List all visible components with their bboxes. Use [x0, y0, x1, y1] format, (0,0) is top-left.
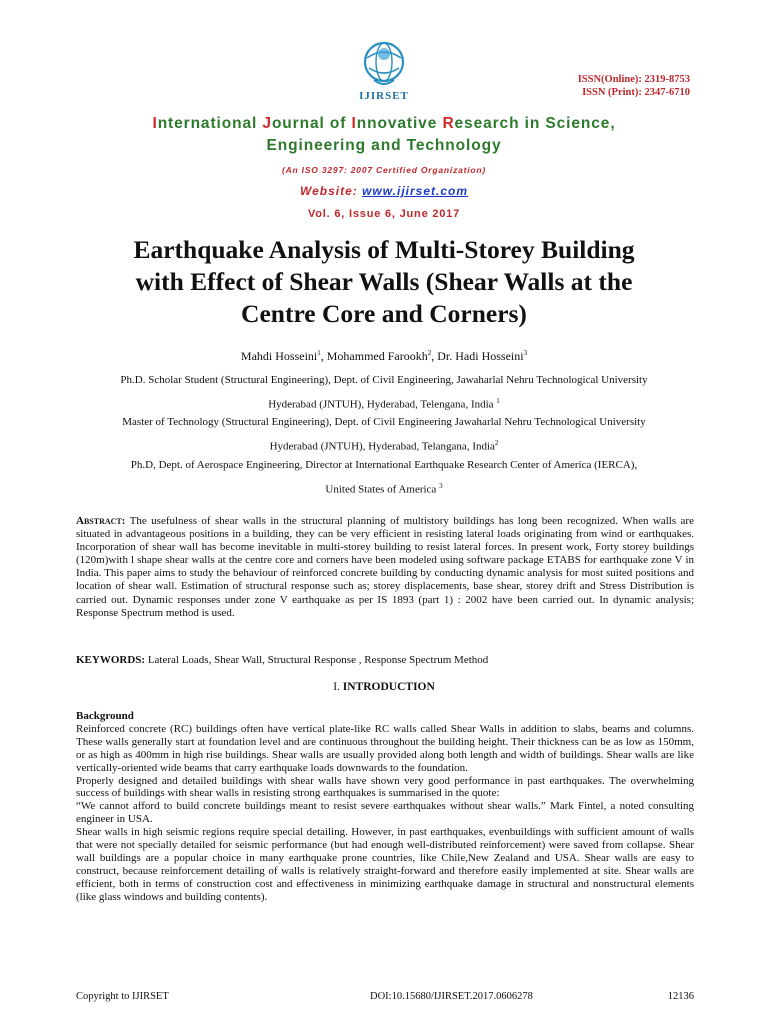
issn-online: ISSN(Online): 2319-8753 — [577, 74, 690, 85]
author-sup: 2 — [427, 349, 432, 357]
abstract — [76, 515, 694, 620]
journal-word-rest: ournal of — [271, 115, 352, 132]
title-line: Earthquake Analysis of Multi-Storey Building — [133, 235, 635, 264]
introduction-body — [76, 710, 694, 904]
author-sup: 1 — [317, 349, 321, 357]
footer-page-number: 12136 — [667, 991, 694, 1002]
author-name: Mahdi Hosseini — [240, 349, 318, 363]
affiliation-2 — [60, 412, 708, 458]
author-name: Mohammed Farookh — [326, 349, 428, 363]
website-link[interactable]: www.ijirset.com — [362, 184, 469, 198]
keywords-text: Lateral Loads, Shear Wall, Structural Response , Response Spectrum Method — [145, 654, 489, 666]
journal-capital-letter: R — [442, 115, 455, 132]
section-heading — [0, 681, 768, 693]
website-label: Website: — [299, 184, 363, 198]
affiliation-line: Hyderabad (JNTUH), Hyderabad, Telengana, India $^1$ — [268, 397, 500, 411]
journal-word-rest: nnovative — [356, 115, 443, 132]
author-name: Dr. Hadi Hosseini — [437, 349, 524, 363]
affiliation-line: Master of Technology (Structural Engineering), Dept. of Civil Engineering Jawaharlal Nehru Technological University — [122, 416, 646, 428]
affiliation-3 — [60, 455, 708, 501]
section-number: I. — [333, 681, 343, 693]
journal-capital-letter: I — [152, 115, 158, 132]
paper-title — [40, 234, 728, 330]
paragraph: Reinforced concrete (RC) buildings often have vertical plate-like RC walls called Shear Walls in addition to slabs, beams and columns. These walls generally start at foundation level and are continuous throughout the building height. Their thickness can be as low as 150mm, or as high as 400mm in high rise buildings. Shear walls are usually provided along both length and width of buildings. Shear walls are like vertically-oriented wide beams that carry earthquake loads downwards to the foundation. — [76, 722, 694, 774]
journal-capital-letter: J — [262, 115, 272, 132]
affiliation-line: Ph.D. Scholar Student (Structural Engineering), Dept. of Civil Engineering, Jawaharlal Nehru Technological University — [120, 374, 648, 386]
iso-certification: (An ISO 3297: 2007 Certified Organization) — [281, 165, 487, 175]
journal-word-rest: esearch in Science, — [454, 115, 616, 132]
journal-logo — [352, 38, 416, 110]
title-line: Centre Core and Corners) — [241, 299, 527, 328]
volume-issue: Vol. 6, Issue 6, June 2017 — [307, 208, 461, 220]
paragraph: Shear walls in high seismic regions require special detailing. However, in past earthquakes, evenbuildings with sufficient amount of walls that were not specially detailed for seismic performance (but had enough well-distributed reinforcement) were saved from collapse. Shear wall buildings are a popular choice in many earthquake prone countries, like Chile,New Zealand and USA. Shear walls are easy to construct, because reinforcement detailing of walls is relatively straight-forward and therefore easily implemented at site. Shear walls are efficient, both in terms of construction cost and effectiveness in minimizing earthquake damage in structural and nonstructural elements (like glass windows and building contents). — [76, 826, 694, 903]
author-sup: 3 — [523, 349, 528, 357]
affiliation-1 — [60, 370, 708, 416]
affiliation-line: Hyderabad (JNTUH), Hyderabad, Telangana, India$^2$ — [269, 439, 499, 453]
title-line: with Effect of Shear Walls (Shear Walls at the — [135, 267, 633, 296]
subheading: Background — [76, 710, 134, 722]
journal-name-line1 — [0, 113, 768, 135]
affiliation-line: Ph.D, Dept. of Aerospace Engineering, Director at International Earthquake Research Center of America (IERCA), — [130, 459, 638, 471]
keywords — [76, 654, 694, 666]
website-line — [0, 184, 768, 198]
issn-block — [578, 73, 690, 99]
logo-text: IJIRSET — [359, 90, 409, 102]
journal-name — [0, 113, 768, 157]
journal-capital-letter: I — [351, 115, 357, 132]
journal-name-line2: Engineering and Technology — [266, 137, 502, 154]
paragraph: Properly designed and detailed buildings with shear walls have shown very good performance in past earthquakes. The overwhelming success of buildings with shear walls in resisting strong earthquakes is summarised in the quote: — [76, 774, 694, 800]
footer-doi: DOI:10.15680/IJIRSET.2017.0606278 — [370, 991, 533, 1002]
issn-print: ISSN (Print): 2347-6710 — [582, 87, 690, 98]
author-list: Mahdi Hosseini$^1$, Mohammed Farookh$^2$, Dr. Hadi Hosseini$^3$ — [240, 349, 528, 363]
abstract-label: Abstract: — [76, 515, 126, 527]
abstract-text: The usefulness of shear walls in the structural planning of multistory buildings has long been recognized. When walls are situated in advantageous positions in a building, they can be very efficient in resisting lateral loads originating from wind or earthquakes. Incorporation of shear wall has become inevitable in multi-storey building to resist lateral forces. In present work, Forty storey buildings (120m)with l shape shear walls at the centre core and corners have been modeled using software package ETABS for earthquake zone V in India. This paper aims to study the behaviour of reinforced concrete building by conducting dynamic analysis for most suited positions and location of shear wall. Estimation of structural response such as; storey displacements, base shear, storey drift and Stress Distribution is carried out. Dynamic responses under zone V earthquake as per IS 1893 (part 1) : 2002 have been carried out. In dynamic analysis; Response Spectrum method is used. — [76, 515, 694, 619]
keywords-label: KEYWORDS: — [76, 654, 146, 666]
journal-word-rest: nternational — [157, 115, 263, 132]
paragraph: “We cannot afford to build concrete buildings meant to resist severe earthquakes without shear walls.” Mark Fintel, a noted consulting engineer in USA. — [76, 800, 694, 826]
affiliation-line: United States of America $^3$ — [325, 482, 443, 496]
footer-copyright: Copyright to IJIRSET — [76, 991, 169, 1002]
section-title: INTRODUCTION — [342, 681, 435, 693]
